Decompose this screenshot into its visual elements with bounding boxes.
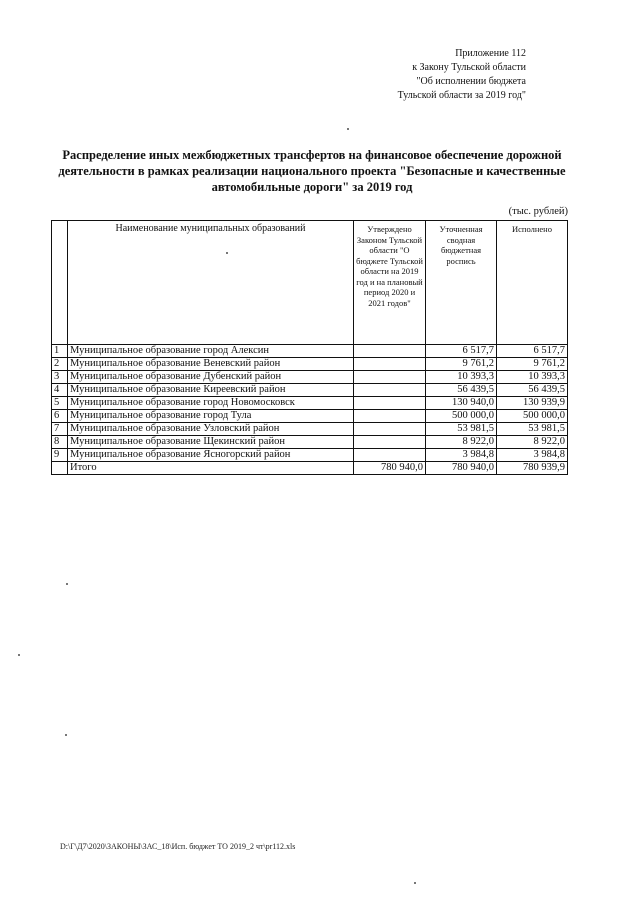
title-line: деятельности в рамках реализации национального проекта "Безопасные и качественные: [58, 164, 566, 178]
table-row: [52, 384, 568, 397]
row-approved: [354, 423, 426, 436]
header-executed: Исполнено: [497, 221, 568, 345]
row-index: 7: [52, 423, 68, 436]
annex-line: к Закону Тульской области: [412, 62, 526, 73]
row-municipality: Муниципальное образование город Новомосковск: [68, 397, 354, 410]
row-executed: 56 439,5: [497, 384, 568, 397]
table-row: [52, 410, 568, 423]
table-row: [52, 423, 568, 436]
annex-line: Тульской области за 2019 год": [397, 90, 526, 101]
row-index: 6: [52, 410, 68, 423]
row-refined: 53 981,5: [426, 423, 497, 436]
title-line: Распределение иных межбюджетных трансфертов на финансовое обеспечение дорожной: [62, 148, 562, 162]
header-approved: Утверждено Законом Тульской области "О бюджете Тульской области на 2019 год и на плановый период 2020 и 2021 годов": [354, 221, 426, 345]
row-approved: [354, 397, 426, 410]
table-body: [52, 345, 568, 475]
row-executed: 3 984,8: [497, 449, 568, 462]
row-executed: 130 939,9: [497, 397, 568, 410]
row-executed: 780 939,9: [497, 462, 568, 475]
table-row: [52, 345, 568, 358]
row-municipality: Муниципальное образование Киреевский район: [68, 384, 354, 397]
row-municipality: Муниципальное образование город Тула: [68, 410, 354, 423]
table-row: [52, 436, 568, 449]
row-refined: 10 393,3: [426, 371, 497, 384]
table-header-row: [52, 221, 568, 345]
row-approved: [354, 358, 426, 371]
row-refined: 56 439,5: [426, 384, 497, 397]
scan-speck: [414, 882, 416, 884]
row-refined: 130 940,0: [426, 397, 497, 410]
row-index: 9: [52, 449, 68, 462]
row-refined: 500 000,0: [426, 410, 497, 423]
row-municipality: Муниципальное образование Дубенский район: [68, 371, 354, 384]
table-row: [52, 371, 568, 384]
row-refined: 6 517,7: [426, 345, 497, 358]
row-index: [52, 462, 68, 475]
row-executed: 6 517,7: [497, 345, 568, 358]
transfers-table: [51, 220, 568, 475]
row-approved: [354, 345, 426, 358]
row-refined: 9 761,2: [426, 358, 497, 371]
row-municipality: Муниципальное образование Узловский район: [68, 423, 354, 436]
row-municipality: Итого: [68, 462, 354, 475]
scan-speck: [66, 583, 68, 585]
row-index: 4: [52, 384, 68, 397]
row-index: 2: [52, 358, 68, 371]
total-row: [52, 462, 568, 475]
row-approved: 780 940,0: [354, 462, 426, 475]
annex-line: "Об исполнении бюджета: [416, 76, 526, 87]
header-index: [52, 221, 68, 345]
row-executed: 9 761,2: [497, 358, 568, 371]
row-refined: 3 984,8: [426, 449, 497, 462]
row-municipality: Муниципальное образование Веневский район: [68, 358, 354, 371]
title-line: автомобильные дороги" за 2019 год: [211, 180, 413, 194]
scan-speck: [347, 128, 349, 130]
scan-speck: [65, 734, 67, 736]
header-name: Наименование муниципальных образований: [68, 221, 354, 345]
row-executed: 53 981,5: [497, 423, 568, 436]
scan-speck: [226, 252, 228, 254]
row-municipality: Муниципальное образование Щекинский район: [68, 436, 354, 449]
row-approved: [354, 449, 426, 462]
row-refined: 780 940,0: [426, 462, 497, 475]
row-approved: [354, 436, 426, 449]
table-row: [52, 358, 568, 371]
row-refined: 8 922,0: [426, 436, 497, 449]
row-index: 1: [52, 345, 68, 358]
row-approved: [354, 384, 426, 397]
row-executed: 10 393,3: [497, 371, 568, 384]
scan-speck: [18, 654, 20, 656]
row-approved: [354, 410, 426, 423]
row-approved: [354, 371, 426, 384]
header-refined: Уточненная сводная бюджетная роспись: [426, 221, 497, 345]
table-row: [52, 397, 568, 410]
row-executed: 8 922,0: [497, 436, 568, 449]
file-path-footer: D:\Г\Д7\2020\ЗАКОНЫ\ЗАС_18\Исп. бюджет ТО 2019_2 чт\pr112.xls: [60, 842, 296, 851]
document-title: [52, 147, 572, 195]
annex-line: Приложение 112: [455, 48, 526, 59]
row-index: 3: [52, 371, 68, 384]
row-executed: 500 000,0: [497, 410, 568, 423]
row-municipality: Муниципальное образование Ясногорский район: [68, 449, 354, 462]
units-label: (тыс. рублей): [508, 206, 568, 217]
row-index: 8: [52, 436, 68, 449]
row-municipality: Муниципальное образование город Алексин: [68, 345, 354, 358]
row-index: 5: [52, 397, 68, 410]
annex-note: [306, 47, 526, 103]
table-row: [52, 449, 568, 462]
